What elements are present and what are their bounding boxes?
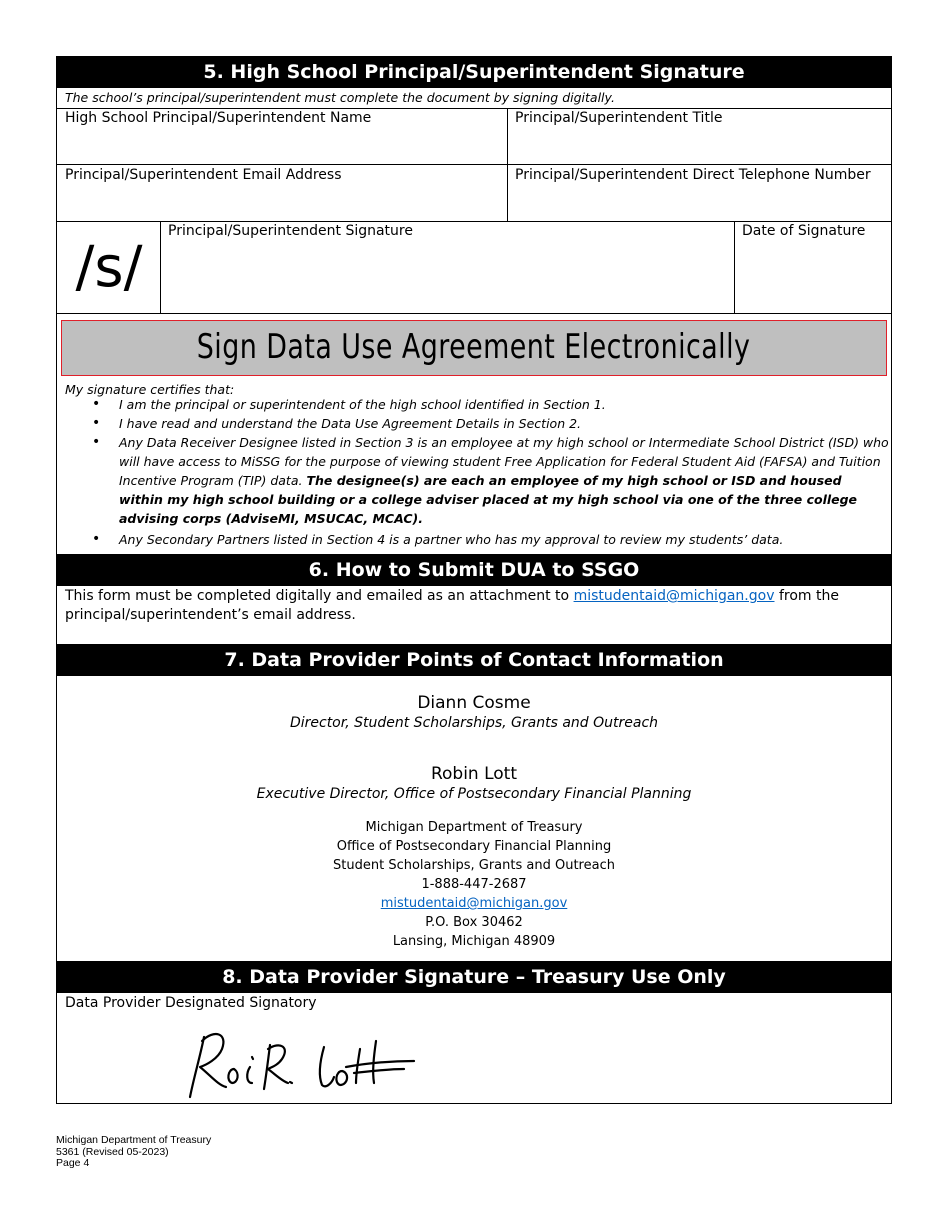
principal-email-label: Principal/Superintendent Email Address	[65, 167, 342, 183]
address-line: Student Scholarships, Grants and Outreach	[333, 858, 615, 873]
principal-email-field[interactable]	[65, 167, 495, 220]
contact-1-name: Diann Cosme	[417, 693, 531, 713]
certification-list	[57, 395, 889, 549]
principal-title-field[interactable]	[515, 110, 885, 163]
principal-signature-label: Principal/Superintendent Signature	[168, 223, 413, 239]
contact-1-title: Director, Student Scholarships, Grants and Outreach	[289, 715, 659, 731]
principal-title-label: Principal/Superintendent Title	[515, 110, 723, 126]
mailing-address	[57, 818, 891, 951]
footer-department: Michigan Department of Treasury	[56, 1134, 212, 1146]
address-po-box: P.O. Box 30462	[425, 915, 523, 930]
address-email-link[interactable]: mistudentaid@michigan.gov	[380, 896, 568, 911]
principal-signature-field[interactable]	[168, 223, 728, 309]
contact-2-name: Robin Lott	[430, 764, 518, 784]
principal-name-label: High School Principal/Superintendent Name	[65, 110, 372, 126]
signature-date-field[interactable]	[742, 223, 887, 309]
signature-date-label: Date of Signature	[742, 223, 866, 239]
certification-item: • Any Data Receiver Designee listed in Section 3 is an employee at my high school or Intermediate School District (ISD) who will have access to MiSSG for the purpose of viewing student Free Application for Federal Student Aid (FAFSA) and Tuition Incentive Program (TIP) data. The designee(s) are each an employee of my high school or ISD and housed within my high school building or a college adviser placed at my high school via one of the three college advising corps (AdviseMI, MSUCAC, MCAC).	[119, 433, 889, 528]
certification-item: • I have read and understand the Data Use Agreement Details in Section 2.	[119, 414, 889, 433]
sign-electronically-button[interactable]	[61, 320, 887, 376]
section-5-heading: 5. High School Principal/Superintendent Signature	[57, 57, 891, 88]
section-6-heading: 6. How to Submit DUA to SSGO	[57, 554, 891, 586]
footer-form-number: 5361 (Revised 05-2023)	[56, 1145, 169, 1158]
address-line: Michigan Department of Treasury	[365, 820, 583, 835]
signatory-label: Data Provider Designated Signatory	[65, 995, 317, 1011]
principal-phone-field[interactable]	[515, 167, 885, 220]
section-7-heading: 7. Data Provider Points of Contact Information	[57, 644, 891, 676]
data-use-agreement-form	[56, 56, 892, 1104]
footer-page-number: Page 4	[56, 1157, 90, 1169]
certification-item: • Any Secondary Partners listed in Section 4 is a partner who has my approval to review my students’ data.	[119, 530, 889, 549]
address-line: Office of Postsecondary Financial Planning	[336, 839, 612, 854]
principal-name-field[interactable]	[65, 110, 495, 163]
section-5-instruction: The school’s principal/superintendent must complete the document by signing digitally.	[65, 90, 615, 105]
handwritten-signature	[182, 1027, 422, 1102]
sign-electronically-label: Sign Data Use Agreement Electronically	[197, 327, 751, 367]
address-phone: 1-888-447-2687	[421, 877, 527, 892]
certification-item: • I am the principal or superintendent of the high school identified in Section 1.	[119, 395, 889, 414]
contact-2-title: Executive Director, Office of Postsecondary Financial Planning	[256, 786, 692, 802]
section-8-heading: 8. Data Provider Signature – Treasury Use Only	[57, 961, 891, 993]
address-city: Lansing, Michigan 48909	[392, 934, 556, 949]
submission-instructions: This form must be completed digitally and emailed as an attachment to mistudentaid@michigan.gov from the principal/superintendent’s email address.	[65, 588, 839, 623]
certification-intro: My signature certifies that:	[65, 382, 235, 397]
s-signature-mark: /s/	[75, 235, 143, 300]
page-footer	[56, 1135, 211, 1170]
submission-email-link[interactable]: mistudentaid@michigan.gov	[573, 588, 775, 604]
principal-phone-label: Principal/Superintendent Direct Telephone Number	[515, 167, 871, 183]
